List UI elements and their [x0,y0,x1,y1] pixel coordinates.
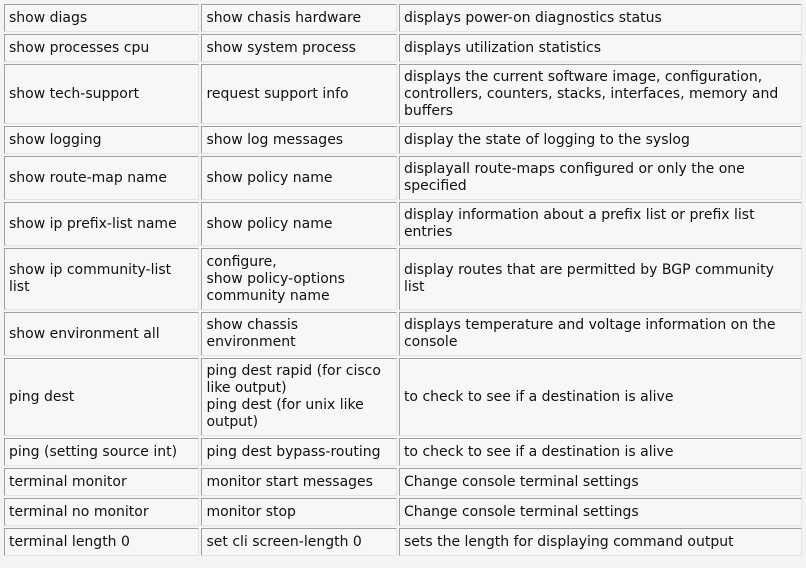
description-cell: displays temperature and voltage information on the console [399,312,802,356]
juniper-command-cell: show policy name [201,156,396,200]
table-row [4,156,802,200]
table-row [4,202,802,246]
juniper-command-cell: show chassis environment [201,312,396,356]
juniper-command-cell: show chasis hardware [201,4,396,32]
table-row [4,312,802,356]
description-cell: Change console terminal settings [399,498,802,526]
juniper-command-cell: show log messages [201,126,396,154]
table-row [4,248,802,310]
juniper-command-cell: show policy name [201,202,396,246]
juniper-command-cell: ping dest bypass-routing [201,438,396,466]
description-cell: display the state of logging to the syslog [399,126,802,154]
cisco-command-cell: show environment all [4,312,199,356]
table-row [4,438,802,466]
juniper-command-cell: ping dest rapid (for cisco like output) ping dest (for unix like output) [201,358,396,436]
cisco-command-cell: show diags [4,4,199,32]
table-row [4,498,802,526]
cisco-command-cell: show processes cpu [4,34,199,62]
cisco-command-cell: show route-map name [4,156,199,200]
cisco-command-cell: show ip community-list list [4,248,199,310]
cisco-command-cell: ping (setting source int) [4,438,199,466]
table-row [4,34,802,62]
description-cell: displays power-on diagnostics status [399,4,802,32]
juniper-command-cell: request support info [201,64,396,124]
table-row [4,126,802,154]
cisco-command-cell: show ip prefix-list name [4,202,199,246]
description-cell: display routes that are permitted by BGP community list [399,248,802,310]
description-cell: displayall route-maps configured or only the one specified [399,156,802,200]
table-row [4,358,802,436]
description-cell: to check to see if a destination is alive [399,438,802,466]
juniper-command-cell: configure, show policy-options community name [201,248,396,310]
cisco-command-cell: terminal monitor [4,468,199,496]
cisco-command-cell: show logging [4,126,199,154]
description-cell: display information about a prefix list or prefix list entries [399,202,802,246]
cisco-command-cell: show tech-support [4,64,199,124]
description-cell: displays utilization statistics [399,34,802,62]
table-row [4,4,802,32]
cisco-command-cell: terminal no monitor [4,498,199,526]
cisco-command-cell: ping dest [4,358,199,436]
description-cell: Change console terminal settings [399,468,802,496]
table-row [4,468,802,496]
juniper-command-cell: monitor stop [201,498,396,526]
juniper-command-cell: set cli screen-length 0 [201,528,396,556]
table-row [4,64,802,124]
description-cell: sets the length for displaying command output [399,528,802,556]
juniper-command-cell: monitor start messages [201,468,396,496]
command-comparison-table [2,2,804,558]
table-row [4,528,802,556]
juniper-command-cell: show system process [201,34,396,62]
description-cell: displays the current software image, configuration, controllers, counters, stacks, interfaces, memory and buffers [399,64,802,124]
description-cell: to check to see if a destination is alive [399,358,802,436]
cisco-command-cell: terminal length 0 [4,528,199,556]
